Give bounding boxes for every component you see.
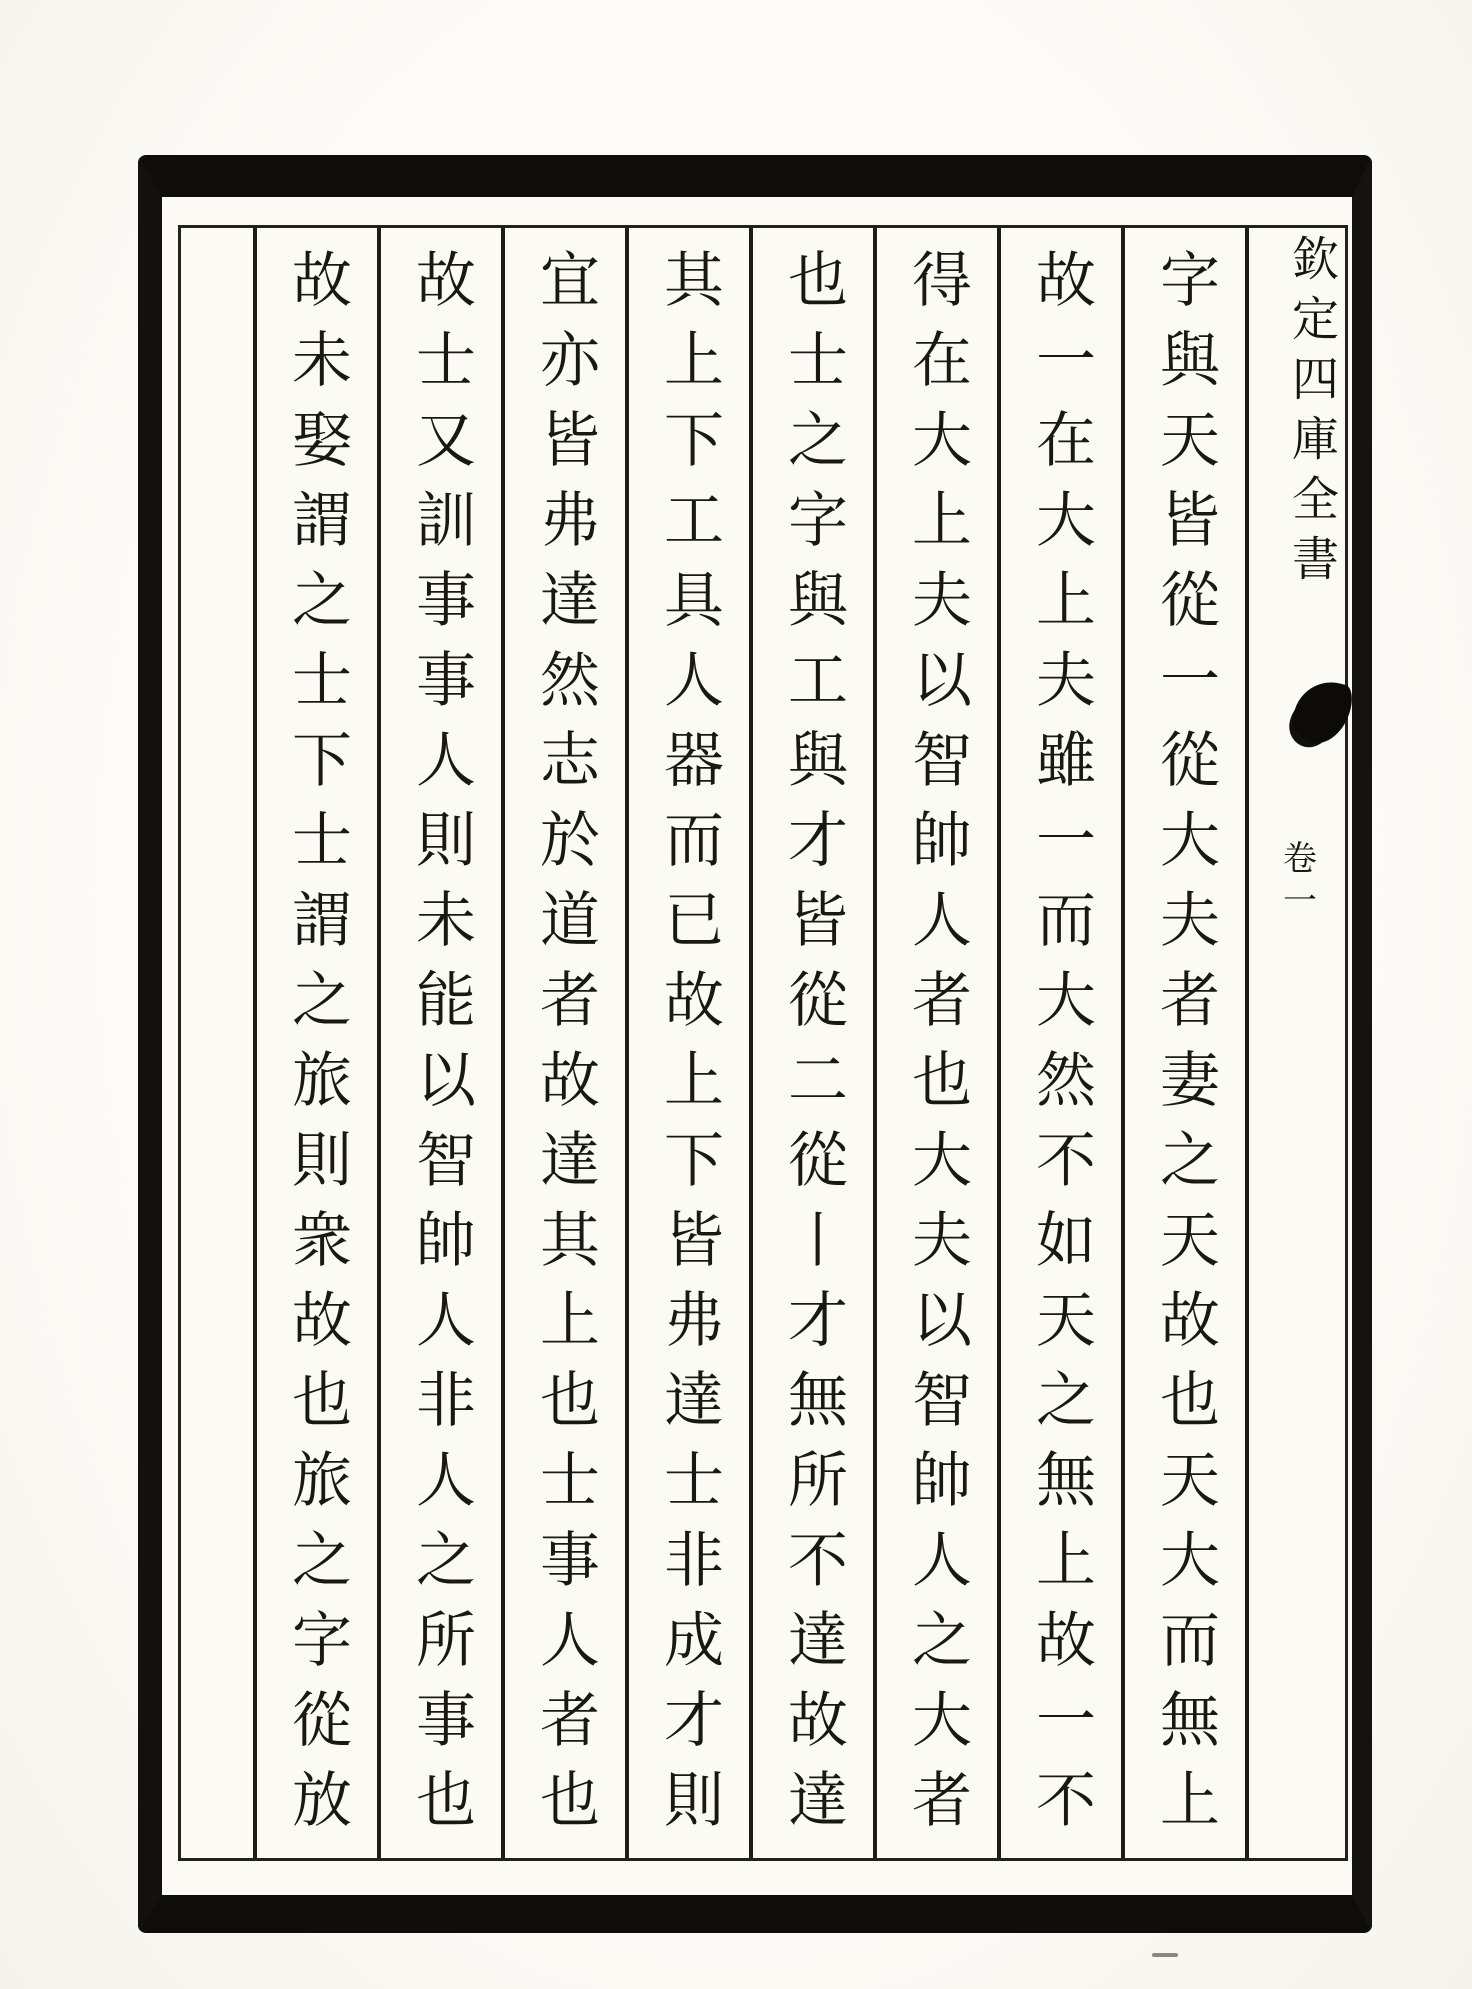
collection-title: 欽定四庫全書 (1284, 234, 1339, 594)
text-column-7: 故士又訓事事人則未能以智帥人非人之所事也 (377, 228, 501, 1858)
text-column-3: 得在大上夫以智帥人者也大夫以智帥人之大者 (873, 228, 997, 1858)
column-grid (181, 228, 1345, 1858)
text-column-8: 故未娶謂之士下士謂之旅則衆故也旅之字從放 (253, 228, 377, 1858)
text-column-2: 故一在大上夫雖一而大然不如天之無上故一不 (997, 228, 1121, 1858)
scan-stray-mark (1152, 1953, 1178, 1957)
volume-label: 卷一 (1276, 840, 1317, 924)
text-column-4: 也士之字與工與才皆從二從丨才無所不達故達 (749, 228, 873, 1858)
ink-smudge (1288, 674, 1356, 749)
text-column-1: 字與天皆從一從大夫者妻之天故也天大而無上 (1121, 228, 1245, 1858)
text-column-5: 其上下工具人器而已故上下皆弗達士非成才則 (625, 228, 749, 1858)
text-column-6: 宜亦皆弗達然志於道者故達其上也士事人者也 (501, 228, 625, 1858)
margin-column (1245, 228, 1345, 1858)
ruled-text-area (178, 225, 1348, 1861)
page-border-frame (138, 155, 1372, 1933)
